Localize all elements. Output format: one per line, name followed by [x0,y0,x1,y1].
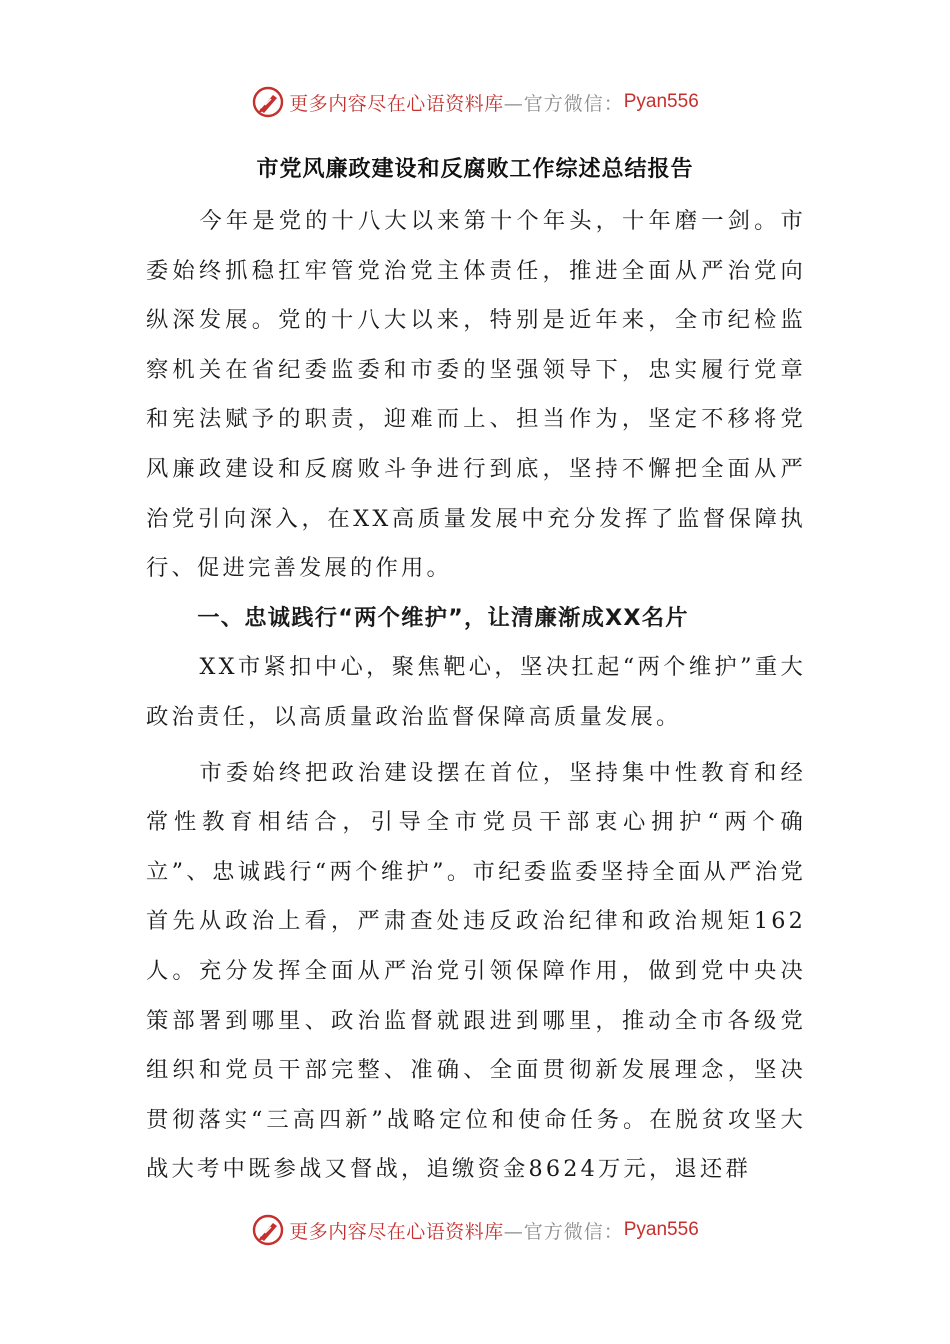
header-watermark-banner [0,82,950,122]
footer-watermark-banner [0,1210,950,1250]
document-body [146,197,806,1195]
section-heading: 一、忠诚践行“两个维护”，让清廉渐成XX名片 [197,604,689,631]
document-title: 市党风廉政建设和反腐败工作综述总结报告 [256,157,694,182]
banner-brand-text: 更多内容尽在心语资料库 [289,1220,504,1243]
intro-paragraph: 今年是党的十八大以来第十个年头，十年磨一剑。市委始终抓稳扛牢管党治党主体责任，推进全面从严治党向纵深发展。党的十八大以来，特别是近年来，全市纪检监察机关在省纪委监委和市委的坚强领导下，忠实履行党章和宪法赋予的职责，迎难而上、担当作为，坚定不移将党风廉政建设和反腐败斗争进行到底，坚持不懈把全面从严治党引向深入，在XX高质量发展中充分发挥了监督保障执行、促进完善发展的作用。 [146,208,806,582]
body-paragraph: XX市紧扣中心，聚焦靶心，坚决扛起“两个维护”重大政治责任，以高质量政治监督保障高质量发展。 [146,654,806,730]
pen-nib-logo-icon [251,1213,285,1247]
pen-nib-logo-icon [251,85,285,119]
banner-wechat-id: Pyan556 [623,91,699,112]
banner-brand-text: 更多内容尽在心语资料库 [289,92,504,115]
banner-contact-label: —官方微信： [503,1220,624,1243]
body-paragraph: 市委始终把政治建设摆在首位，坚持集中性教育和经常性教育相结合，引导全市党员干部衷心拥护“两个确立”、忠诚践行“两个维护”。市纪委监委坚持全面从严治党首先从政治上看，严肃查处违反政治纪律和政治规矩162人。充分发挥全面从严治党引领保障作用，做到党中央决策部署到哪里、政治监督就跟进到哪里，推动全市各级党组织和党员干部完整、准确、全面贯彻新发展理念，坚决贯彻落实“三高四新”战略定位和使命任务。在脱贫攻坚大战大考中既参战又督战，追缴资金8624万元，退还群 [146,759,806,1183]
banner-contact-label: —官方微信： [503,92,624,115]
banner-wechat-id: Pyan556 [623,1219,699,1240]
